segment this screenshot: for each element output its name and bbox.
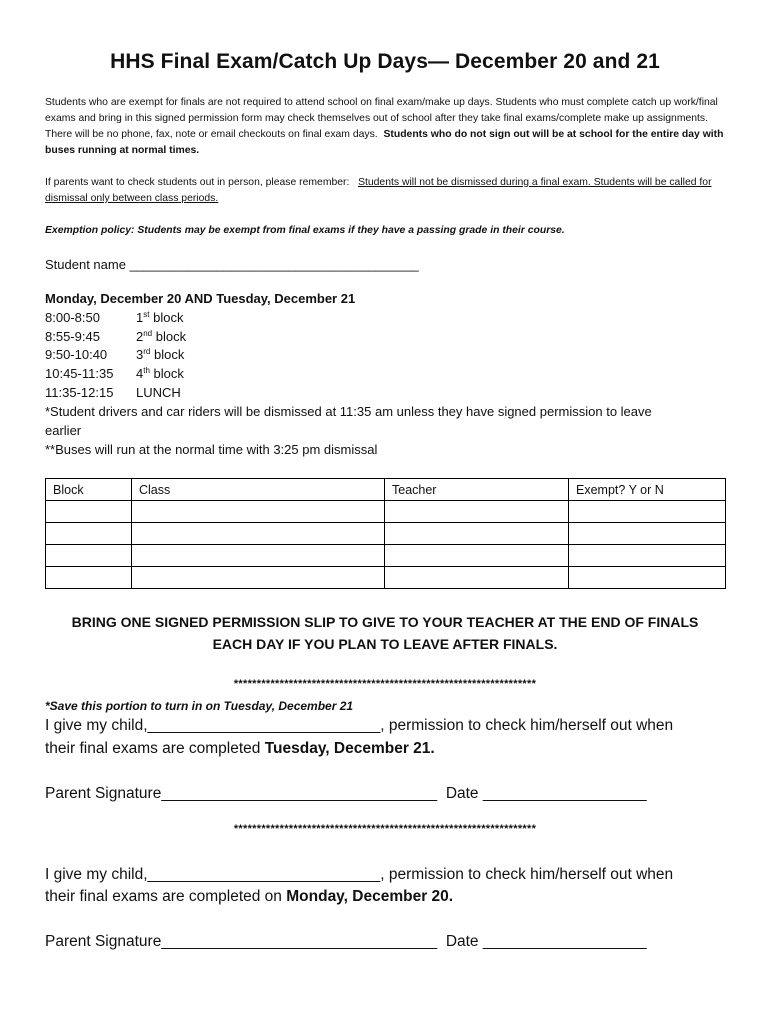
schedule-heading: Monday, December 20 AND Tuesday, December 21: [45, 291, 356, 306]
separator-stars: ******************************************************************: [233, 823, 537, 835]
bring-notice-line2: EACH DAY IF YOU PLAN TO LEAVE AFTER FINALS.: [212, 636, 558, 652]
slip1-line2-text: their final exams are completed: [45, 740, 261, 757]
table-header-class: Class: [132, 479, 385, 501]
parent-signature-field[interactable]: ________________________________: [161, 933, 438, 950]
table-cell[interactable]: [46, 545, 132, 567]
table-cell[interactable]: [132, 501, 385, 523]
page-title: HHS Final Exam/Catch Up Days— December 20 and 21: [110, 50, 660, 73]
table-cell[interactable]: [569, 545, 726, 567]
parent-signature-label: Parent Signature: [45, 933, 162, 950]
intro-paragraph: [45, 95, 730, 159]
table-cell[interactable]: [385, 567, 569, 589]
table-cell[interactable]: [132, 523, 385, 545]
schedule-note-drivers: *Student drivers and car riders will be dismissed at 11:35 am unless they have signed permission to leave: [45, 404, 652, 419]
table-cell[interactable]: [569, 567, 726, 589]
schedule-block: 1st block: [136, 310, 184, 325]
date-label: Date: [445, 933, 479, 950]
table-cell[interactable]: [132, 567, 385, 589]
table-cell[interactable]: [385, 545, 569, 567]
table-row: [46, 523, 726, 545]
schedule-time: 9:50-10:40: [45, 347, 108, 362]
slip2-line2: [45, 886, 453, 908]
schedule-time: 8:55-9:45: [45, 329, 100, 344]
slip1-line2: [45, 738, 435, 760]
student-name-label: Student name: [45, 257, 126, 272]
table-cell[interactable]: [46, 501, 132, 523]
table-header-exempt: Exempt? Y or N: [569, 479, 726, 501]
schedule-time: 11:35-12:15: [45, 385, 114, 400]
schedule-block: 3rd block: [136, 347, 185, 362]
parents-paragraph: [45, 175, 730, 207]
schedule-block: 4th block: [136, 366, 184, 381]
table-cell[interactable]: [385, 501, 569, 523]
table-row: [46, 567, 726, 589]
slip2-date-bold: Monday, December 20.: [286, 888, 454, 905]
slip2-signature-line: [45, 931, 647, 953]
slip2-line2-text: their final exams are completed on: [45, 888, 282, 905]
table-cell[interactable]: [46, 567, 132, 589]
intro-text: Students who are exempt for finals are not required to attend school on final exam/make up days. Students who must complete catch up work/final exams and bring in this signed permission form may check themselves out of school after they take final exams/complete make up assignments. There will be no phone, fax, note or email checkouts on final exam days.: [45, 97, 718, 140]
student-name-field[interactable]: ________________________________________: [129, 257, 419, 272]
schedule-block: 2nd block: [136, 329, 187, 344]
table-cell[interactable]: [569, 501, 726, 523]
table-cell[interactable]: [385, 523, 569, 545]
parent-signature-field[interactable]: ________________________________: [161, 785, 438, 802]
table-header-row: [46, 479, 726, 501]
table-header-block: Block: [46, 479, 132, 501]
date-field[interactable]: ___________________: [482, 785, 647, 802]
bring-notice-line1: BRING ONE SIGNED PERMISSION SLIP TO GIVE TO YOUR TEACHER AT THE END OF FINALS: [71, 614, 699, 630]
slip1-date-bold: Tuesday, December 21.: [264, 740, 435, 757]
schedule-block: LUNCH: [136, 385, 181, 400]
date-field[interactable]: ___________________: [482, 933, 647, 950]
student-name-line: [45, 255, 419, 274]
table-header-teacher: Teacher: [385, 479, 569, 501]
separator-stars: ******************************************************************: [233, 678, 537, 690]
table-cell[interactable]: [569, 523, 726, 545]
intro-bold-text: Students who do not sign out will be at school for the entire day with buses running at normal times.: [45, 129, 724, 156]
slip1-line1[interactable]: I give my child,___________________________, permission to check him/herself out when: [45, 717, 674, 734]
schedule-time: 10:45-11:35: [45, 366, 114, 381]
exam-table: [45, 478, 726, 589]
date-label: Date: [445, 785, 479, 802]
table-row: [46, 501, 726, 523]
table-cell[interactable]: [132, 545, 385, 567]
schedule-note-drivers-cont: earlier: [45, 423, 82, 438]
save-note: *Save this portion to turn in on Tuesday, December 21: [45, 699, 354, 713]
parent-signature-label: Parent Signature: [45, 785, 162, 802]
table-cell[interactable]: [46, 523, 132, 545]
schedule-note-buses: **Buses will run at the normal time with 3:25 pm dismissal: [45, 442, 378, 457]
table-row: [46, 545, 726, 567]
exemption-policy: Exemption policy: Students may be exempt from final exams if they have a passing grade in their course.: [45, 225, 565, 236]
parents-lead: If parents want to check students out in person, please remember:: [45, 177, 350, 188]
slip1-signature-line: [45, 783, 647, 805]
parents-underlined: Students will not be dismissed during a final exam. Students will be called for dismissal only between class periods.: [45, 177, 712, 204]
slip2-line1[interactable]: I give my child,___________________________, permission to check him/herself out when: [45, 866, 674, 883]
schedule-time: 8:00-8:50: [45, 310, 100, 325]
